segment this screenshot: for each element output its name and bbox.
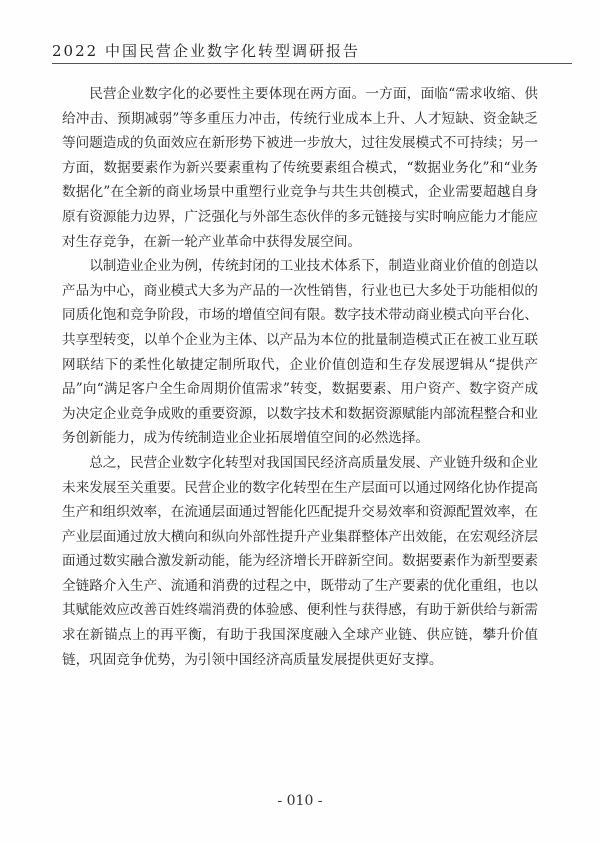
running-header: 2022 中国民营企业数字化转型调研报告 bbox=[52, 42, 360, 60]
paragraph-necessity: 民营企业数字化的必要性主要体现在两方面。一方面，面临“需求收缩、供给冲击、预期减弱”等多重压力冲击，传统行业成本上升、人才短缺、资金缺乏等问题造成的负面效应在新形势下被进一步放大，过往发展模式不可持续；另一方面，数据要素作为新兴要素重构了传统要素组合模式，“数据业务化”和“业务数据化”在全新的商业场景中重塑行业竞争与共生共创模式，企业需要超越自身原有资源能力边界，广泛强化与外部生态伙伴的多元链接与实时响应能力才能应对生存竞争，在新一轮产业革命中获得发展空间。 bbox=[62, 86, 538, 250]
paragraph-conclusion: 总之，民营企业数字化转型对我国国民经济高质量发展、产业链升级和企业未来发展至关重要。民营企业的数字化转型在生产层面可以通过网络化协作提高生产和组织效率，在流通层面通过智能化匹配提升交易效率和资源配置效率，在产业层面通过放大横向和纵向外部性提升产业集群整体产出效能，在宏观经济层面通过数实融合激发新动能，能为经济增长开辟新空间。数据要素作为新型要素全链路介入生产、流通和消费的过程之中，既带动了生产要素的优化重组，也以其赋能效应改善百姓终端消费的体验感、便利性与获得感，有助于新供给与新需求在新锚点上的再平衡，有助于我国深度融入全球产业链、供应链，攀升价值链，巩固竞争优势，为引领中国经济高质量发展提供更好支撑。 bbox=[62, 454, 538, 668]
page-number: - 010 - bbox=[277, 793, 323, 809]
paragraph-manufacturing-example: 以制造业企业为例，传统封闭的工业技术体系下，制造业商业价值的创造以产品为中心，商业模式大多为产品的一次性销售，行业也已大多处于功能相似的同质化饱和竞争阶段，市场的增值空间有限。数字技术带动商业模式向平台化、共享型转变，以单个企业为主体、以产品为本位的批量制造模式正在被工业互联网联结下的柔性化敏捷定制所取代，企业价值创造和生存发展逻辑从“提供产品”向“满足客户全生命周期价值需求”转变，数据要素、用户资产、数字资产成为决定企业竞争成败的重要资源，以数字技术和数据资源赋能内部流程整合和业务创新能力，成为传统制造业企业拓展增值空间的必然选择。 bbox=[62, 258, 538, 447]
header-divider bbox=[52, 63, 572, 64]
body-text bbox=[62, 82, 538, 672]
